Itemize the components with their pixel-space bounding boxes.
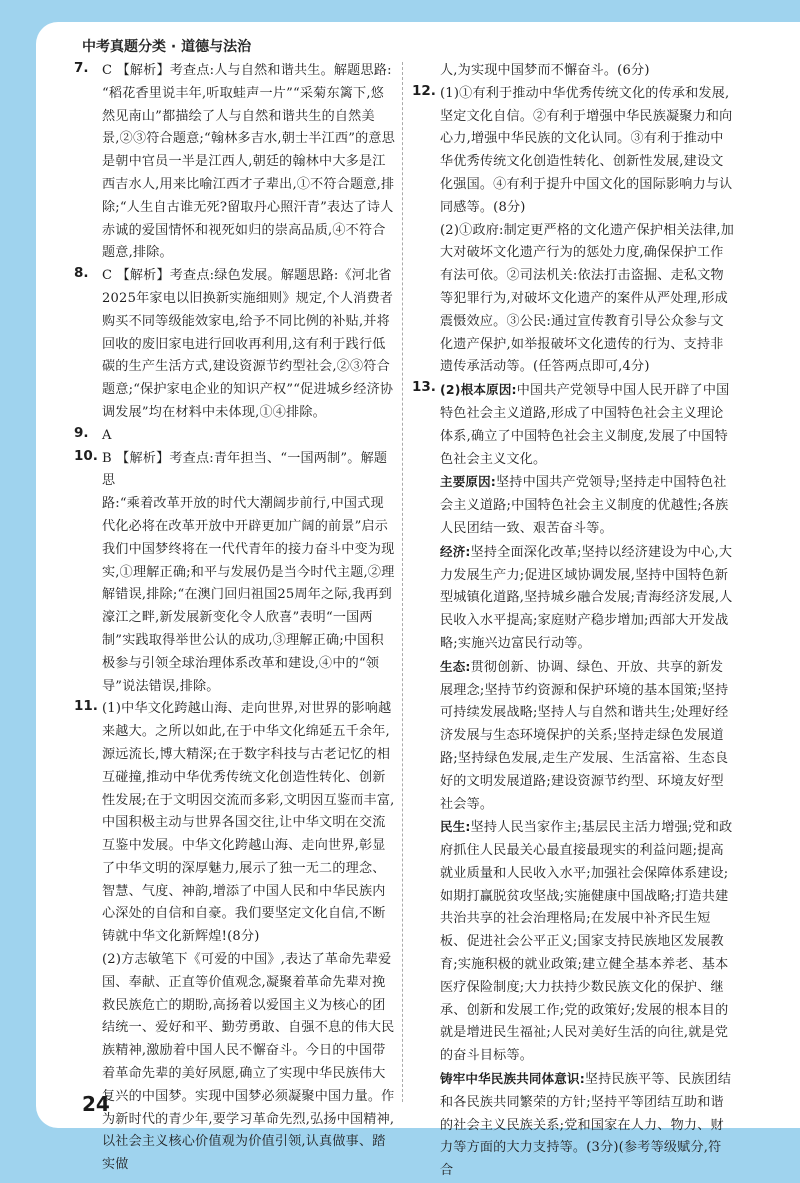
answer-number: 10. [74,447,98,464]
answer-number: 8. [74,265,89,282]
answer-11-continued-text: 人,为实现中国梦而不懈奋斗。(6分) [440,63,650,78]
answer-7-head: C 【解析】考查点:人与自然和谐共生。解题思路: [102,63,392,78]
answer-8-body: 2025年家电以旧换新实施细则》规定,个人消费者购买不同等级能效家电,给予不同比例的补贴,并将回收的废旧家电进行回收再利用,这有利于践行低碳的生产生活方式,建设资源节约型社会,②③符合题意;“保护家电企业的知识产权”“促进城乡经济协调发展”均在材料中未体现,①④排除。 [102,290,394,420]
label: 经济: [440,543,471,559]
label: 民生: [440,819,471,835]
answer-7 [74,60,396,265]
answer-8-head: C 【解析】考查点:绿色发展。解题思路:《河北省 [102,268,392,284]
answer-11 [74,698,396,1177]
answer-11-part1: (1)中华文化跨越山海、走向世界,对世界的影响越来越大。之所以如此,在于中华文化绵延五千余年,源远流长,博大精深;在于数字科技与古老记忆的相互碰撞,推动中华优秀传统文化创造性转化、创新性发展;在于文明因交流而多彩,文明因互鉴而丰富,中国积极主动与世界各国交往,让中华文明在交流互鉴中发展。中华文化跨越山海、走向世界,彰显了中华文明的深厚魅力,展示了独一无二的理念、智慧、气度、神韵,增添了中国人民和中华民族内心深处的自信和自豪。我们要坚定文化自信,不断铸就中华文化新辉煌!(8分) [102,701,395,945]
answer-9-text: A [102,427,112,443]
answer-13-community [440,1068,734,1183]
answer-13-livelihood [440,816,734,1068]
answer-13-ecology [440,656,734,817]
text: 坚持全面深化改革;坚持以经济建设为中心,大力发展生产力;促进区域协调发展,坚持中国特色新型城镇化道路,坚持城乡融合发展;青海经济发展,人民收入水平提高;家庭财产稳步增加;西部大开发战略;实施兴边富民行动等。 [440,544,733,651]
answer-7-body: “稻花香里说丰年,听取蛙声一片”“采菊东篱下,悠然见南山”都描绘了人与自然和谐共生的自然美景,②③符合题意;“翰林多吉水,朝士半江西”的意思是朝中官员一半是江西人,朝廷的翰林中大多是江西吉水人,用来比喻江西才子辈出,①不符合题意,排除;“人生自古谁无死?留取丹心照汗青”表达了诗人赤诚的爱国情怀和视死如归的崇高品质,④不符合题意,排除。 [102,85,395,261]
column-divider [402,62,403,1102]
text: 中国共产党领导中国人民开辟了中国特色社会主义道路,形成了中国特色社会主义理论体系,确立了中国特色社会主义制度,发展了中国特色社会主义文化。 [440,383,730,467]
label: (2)根本原因: [440,382,517,398]
answer-number: 7. [74,60,89,76]
left-column [74,60,396,1177]
label: 主要原因: [440,474,496,490]
answer-10-body: 路:“乘着改革开放的时代大潮阔步前行,中国式现代化必将在改革开放中开辟更加广阔的前景”启示我们中国梦终将在一代代青年的接力奋斗中变为现实,①理解正确;和平与发展仍是当今时代主题,②理解错误,排除;“在澳门回归祖国25周年之际,我再到濠江之畔,新发展新变化令人欣喜”表明“一国两制”实践取得举世公认的成功,③理解正确;中国积极参与引领全球治理体系改革和建设,④中的“领导”说法错误,排除。 [102,496,395,694]
answer-number: 12. [412,82,436,99]
right-column [412,60,734,1183]
text: 贯彻创新、协调、绿色、开放、共享的新发展理念;坚持节约资源和保护环境的基本国策;坚持可持续发展战略;坚持人与自然和谐共生;处理好经济发展与生态环境保护的关系;坚持走绿色发展道路;坚持绿色发展,走生产发展、生活富裕、生态良好的文明发展道路;建设资源节约型、环境友好型社会等。 [440,659,729,812]
text: 坚持人民当家作主;基层民主活力增强;党和政府抓住人民最关心最直接最现实的利益问题;提高就业质量和人民收入水平;加强社会保障体系建设;如期打赢脱贫攻坚战;实施健康中国战略;打造共建共治共享的社会治理格局;在发展中补齐民生短板、促进社会公平正义;国家支持民族地区发展教育;实施积极的就业政策;建立健全基本养老、基本医疗保险制度;大力扶持少数民族文化的保护、继承、创新和发展工作;党的政策好;发展的根本目的就是增进民生福祉;人民对美好生活的向往,就是党的奋斗目标等。 [440,820,733,1064]
answer-12 [412,83,734,379]
answer-13-main-cause [440,471,734,540]
answer-11-continued [412,60,734,83]
answer-9 [74,425,396,448]
running-header: 中考真题分类 · 道德与法治 [82,39,252,55]
answer-number: 11. [74,698,98,715]
answer-12-part2: (2)①政府:制定更严格的文化遗产保护相关法律,加大对破坏文化遗产行为的惩处力度,确保保护工作有法可依。②司法机关:依法打击盗掘、走私文物等犯罪行为,对破坏文化遗产的案件从严处理,形成震慑效应。③公民:通过宣传教育引导公众参与文化遗产保护,如举报破坏文化遗传的行为、支持非遗传承活动等。(任答两点即可,4分) [440,222,734,375]
answer-number: 13. [412,379,436,396]
answer-10-head: B 【解析】考查点:青年担当、“一国两制”。解题思 [102,450,388,489]
answer-13-economy [440,541,734,656]
answer-number: 9. [74,424,89,441]
answer-13 [412,379,734,1183]
answer-13-root-cause [440,379,734,471]
answer-8 [74,265,396,425]
page-number: 24 [82,1092,110,1116]
answer-10 [74,448,396,699]
answer-12-part1: (1)①有利于推动中华优秀传统文化的传承和发展,坚定文化自信。②有利于增强中华民族凝聚力和向心力,增强中华民族的文化认同。③有利于推动中华优秀传统文化创造性转化、创新性发展,建设文化强国。④有利于提升中国文化的国际影响力与认同感等。(8分) [440,85,733,215]
label: 生态: [440,658,471,674]
label: 铸牢中华民族共同体意识: [440,1071,585,1087]
answer-11-part2: (2)方志敏笔下《可爱的中国》,表达了革命先辈爱国、奉献、正直等价值观念,凝聚着革命先辈对挽救民族危亡的期盼,高扬着以爱国主义为核心的团结统一、爱好和平、勤劳勇敢、自强不息的伟大民族精神,激励着中国人民不懈奋斗。今日的中国带着革命先辈的美好夙愿,确立了实现中华民族伟大复兴的中国梦。实现中国梦必须凝聚中国力量。作为新时代的青少年,要学习革命先烈,弘扬中国精神,以社会主义核心价值观为价值引领,认真做事、踏实做 [102,952,395,1173]
text: 坚持中国共产党领导;坚持走中国特色社会主义道路;中国特色社会主义制度的优越性;各族人民团结一致、艰苦奋斗等。 [440,475,729,536]
text: 坚持民族平等、民族团结和各民族共同繁荣的方针;坚持平等团结互助和谐的社会主义民族关系;党和国家在人力、物力、财力等方面的大力支持等。(3分)(参考等级赋分,符合 [440,1072,732,1179]
